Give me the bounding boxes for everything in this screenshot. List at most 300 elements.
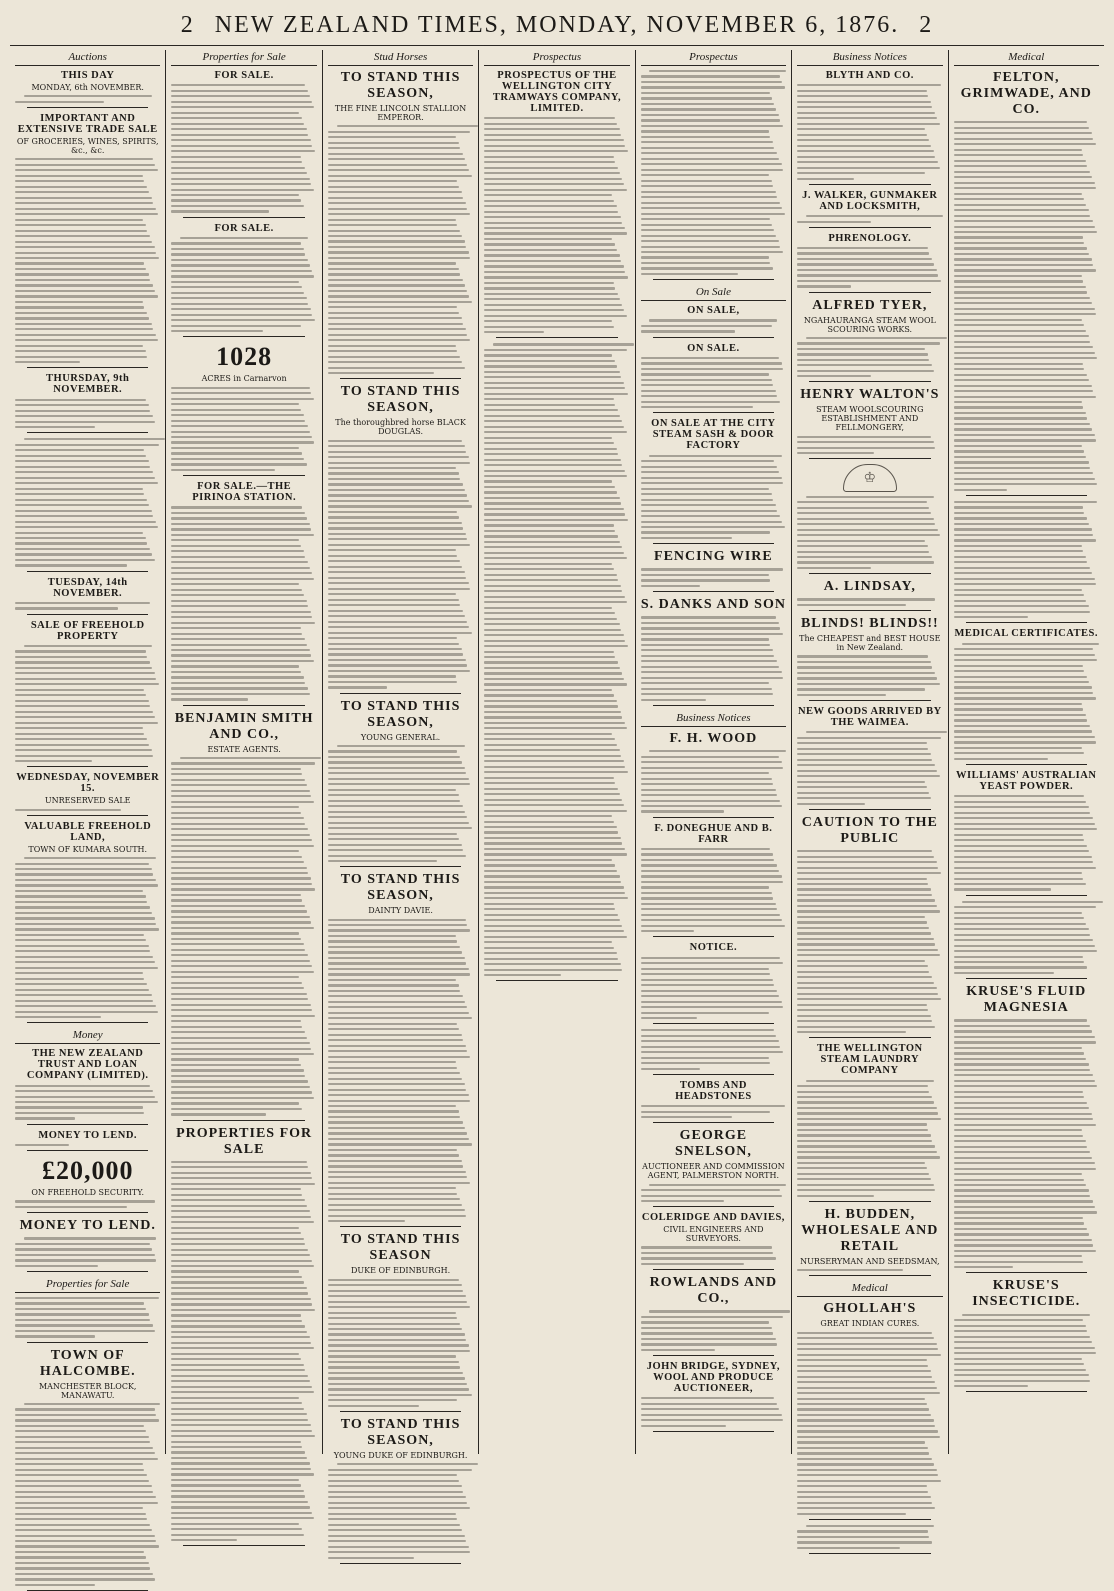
text-line [328, 1165, 463, 1167]
text-line [493, 343, 634, 345]
advertisement [797, 70, 942, 185]
text-line [15, 186, 147, 188]
text-line [484, 282, 613, 284]
text-line [171, 128, 306, 130]
text-line [797, 1178, 931, 1180]
text-line [15, 493, 144, 495]
advertisement [797, 579, 942, 611]
text-line [797, 759, 932, 761]
text-line [328, 1350, 471, 1352]
text-line [797, 797, 931, 799]
ad-heading: ROWLANDS AND CO., [649, 1275, 778, 1307]
text-line [15, 1425, 144, 1427]
text-line [15, 290, 155, 292]
text-line [641, 1111, 770, 1113]
text-line [484, 716, 622, 718]
ad-body-text [954, 121, 1099, 491]
ad-heading: JOHN BRIDGE, SYDNEY, WOOL AND PRODUCE AUCTIONEER, [646, 1361, 781, 1394]
text-line [171, 839, 312, 841]
text-line [484, 618, 616, 620]
text-line [15, 1513, 146, 1515]
advertisement [171, 1126, 316, 1547]
ad-body-text [797, 731, 942, 804]
text-line [484, 293, 618, 295]
text-line [797, 971, 929, 973]
text-line [484, 365, 616, 367]
ad-divider [496, 337, 617, 338]
text-line [641, 995, 779, 997]
text-line [328, 675, 456, 677]
ad-body-text [15, 1144, 160, 1146]
ad-heading: PHRENOLOGY. [828, 232, 912, 244]
text-line [797, 1004, 926, 1006]
text-line [954, 934, 1091, 936]
ad-divider [809, 184, 930, 185]
ad-body-text [954, 1314, 1099, 1387]
text-line [171, 1086, 309, 1088]
text-line [797, 1337, 934, 1339]
text-line [328, 1540, 466, 1542]
ad-body-text [641, 319, 786, 332]
text-line [954, 1140, 1086, 1142]
ad-divider [183, 705, 304, 706]
text-line [954, 456, 1086, 458]
text-line [15, 328, 153, 330]
text-line [641, 224, 772, 226]
text-line [328, 1529, 462, 1531]
text-line [328, 451, 466, 453]
text-line [641, 477, 782, 479]
ad-heading: COLERIDGE AND DAVIES, [641, 1212, 785, 1224]
text-line [641, 488, 769, 490]
text-line [641, 169, 784, 171]
text-line [15, 989, 149, 991]
advertisement [171, 711, 316, 1121]
text-line [171, 1216, 311, 1218]
text-line [641, 671, 782, 673]
text-line [328, 1557, 414, 1559]
text-line [954, 747, 1082, 749]
advertisement [641, 1275, 786, 1356]
text-line [171, 447, 299, 449]
text-line [484, 453, 618, 455]
text-line [954, 176, 1092, 178]
ad-divider [966, 495, 1087, 496]
text-line [171, 1048, 311, 1050]
text-line [484, 766, 625, 768]
text-line [797, 172, 925, 174]
text-line [328, 1502, 468, 1504]
text-line [484, 420, 622, 422]
text-line [171, 773, 302, 775]
text-line [171, 303, 308, 305]
text-line [328, 350, 457, 352]
text-line [641, 384, 773, 386]
text-line [171, 1364, 303, 1366]
text-line [797, 512, 931, 514]
text-line [15, 650, 146, 652]
ad-divider [27, 614, 148, 615]
text-line [797, 452, 874, 454]
ad-divider [27, 367, 148, 368]
text-line [954, 330, 1086, 332]
text-line [328, 213, 471, 215]
text-line [797, 803, 865, 805]
text-line [641, 240, 779, 242]
text-line [954, 758, 1049, 760]
text-line [641, 1001, 782, 1003]
ad-body-text [15, 399, 160, 429]
text-line [15, 760, 92, 762]
text-line [954, 1096, 1085, 1098]
text-line [328, 339, 471, 341]
text-line [954, 845, 1088, 847]
ad-body-text [641, 616, 786, 700]
text-line [15, 700, 149, 702]
text-line [15, 923, 156, 925]
text-line [15, 444, 159, 446]
text-line [171, 183, 311, 185]
text-line [797, 501, 926, 503]
text-line [171, 660, 314, 662]
section-header: Money [15, 1028, 160, 1044]
text-line [641, 682, 769, 684]
ad-subheading: NURSERYMAN AND SEEDSMAN, [800, 1256, 940, 1266]
ad-divider [966, 895, 1087, 896]
text-line [641, 273, 738, 275]
text-line [328, 1083, 465, 1085]
text-line [954, 226, 1095, 228]
text-line [328, 1328, 462, 1330]
text-line [328, 1317, 457, 1319]
text-line [641, 1316, 784, 1318]
ad-heading: 1028 [216, 342, 273, 372]
text-line [15, 1112, 144, 1114]
text-line [797, 872, 941, 874]
advertisement [641, 1361, 786, 1432]
text-line [641, 644, 770, 646]
text-line [171, 1353, 299, 1355]
text-line [328, 670, 471, 672]
text-line [641, 984, 775, 986]
text-line [797, 856, 934, 858]
text-line [328, 681, 457, 683]
text-line [641, 778, 772, 780]
advertisement [797, 387, 942, 459]
ad-heading: F. DONEGHUE AND B. FARR [654, 822, 773, 845]
text-line [484, 123, 616, 125]
text-line [797, 916, 925, 918]
text-line [171, 1501, 308, 1503]
text-line [641, 699, 706, 701]
ad-heading: KRUSE'S FLUID MAGNESIA [966, 984, 1087, 1016]
text-line [171, 828, 308, 830]
text-line [171, 297, 306, 299]
text-line [171, 801, 314, 803]
advertisement [641, 1212, 786, 1270]
ad-divider [809, 381, 930, 382]
advertisement [15, 373, 160, 433]
text-line [15, 906, 150, 908]
text-line [15, 559, 155, 561]
text-line [954, 280, 1083, 282]
ad-heading: S. DANKS AND SON [640, 597, 786, 613]
text-line [171, 117, 302, 119]
ad-divider [809, 1275, 930, 1276]
text-line [171, 189, 314, 191]
text-line [797, 1507, 935, 1509]
text-line [641, 1029, 775, 1031]
text-line [15, 1556, 146, 1558]
text-line [484, 502, 621, 504]
ad-subheading: The CHEAPEST and BEST HOUSE in New Zealand. [799, 634, 941, 653]
text-line [328, 1323, 460, 1325]
ad-divider [27, 1022, 148, 1023]
text-line [484, 524, 613, 526]
text-line [797, 982, 934, 984]
text-line [171, 441, 314, 443]
text-line [328, 778, 469, 780]
advertisement [797, 298, 942, 383]
text-line [171, 1517, 314, 1519]
text-line [328, 197, 463, 199]
text-line [641, 1012, 769, 1014]
text-line [171, 392, 311, 394]
text-line [171, 594, 303, 596]
text-line [15, 809, 121, 811]
text-line [171, 649, 309, 651]
text-line [15, 1485, 152, 1487]
text-line [797, 1015, 931, 1017]
text-line [15, 101, 104, 103]
text-line [171, 1309, 315, 1311]
text-line [797, 867, 938, 869]
ad-body-text [797, 850, 942, 1033]
text-line [328, 962, 466, 964]
text-line [328, 1388, 469, 1390]
text-line [171, 1177, 312, 1179]
ad-subheading: ACRES in Carnarvon [201, 374, 287, 384]
text-line [484, 194, 612, 196]
advertisement [15, 438, 160, 571]
text-line [15, 449, 144, 451]
text-line [328, 505, 472, 507]
text-line [15, 683, 159, 685]
section-header: Medical [954, 50, 1099, 66]
text-line [797, 263, 934, 265]
text-line [171, 1303, 312, 1305]
text-line [954, 286, 1086, 288]
text-line [484, 172, 619, 174]
text-line [328, 1045, 466, 1047]
text-line [484, 886, 624, 888]
text-line [484, 700, 616, 702]
ad-body-text [484, 117, 629, 333]
text-line [641, 97, 772, 99]
text-line [797, 888, 931, 890]
text-line [797, 518, 934, 520]
text-line [641, 130, 769, 132]
text-line [797, 1480, 941, 1482]
text-line [954, 972, 1054, 974]
text-line [171, 949, 305, 951]
text-line [797, 666, 932, 668]
text-line [15, 180, 144, 182]
ad-divider [653, 279, 774, 280]
text-line [24, 1237, 156, 1239]
text-line [954, 472, 1094, 474]
text-line [171, 883, 312, 885]
text-line [954, 523, 1089, 525]
ad-divider [496, 980, 617, 981]
text-line [171, 1243, 305, 1245]
text-line [171, 932, 299, 934]
text-line [797, 123, 940, 125]
text-line [797, 1513, 906, 1515]
text-line [171, 319, 315, 321]
text-line [15, 504, 149, 506]
advertisement [954, 501, 1099, 623]
text-line [797, 604, 906, 606]
text-line [171, 616, 312, 618]
text-line [797, 1496, 931, 1498]
text-line [328, 483, 463, 485]
text-line [641, 1397, 775, 1399]
text-line [641, 163, 782, 165]
text-line [484, 705, 618, 707]
text-line [641, 892, 772, 894]
text-line [641, 141, 773, 143]
text-line [15, 345, 143, 347]
text-line [484, 952, 616, 954]
text-line [641, 395, 778, 397]
text-line [328, 1372, 463, 1374]
text-line [484, 903, 613, 905]
advertisement [954, 984, 1099, 1273]
text-line [954, 923, 1086, 925]
text-line [484, 211, 618, 213]
ad-body-text [328, 745, 473, 862]
column-3 [323, 50, 479, 1460]
text-line [328, 186, 459, 188]
text-line [641, 207, 782, 209]
ad-divider [653, 1206, 774, 1207]
text-line [954, 578, 1095, 580]
text-line [171, 1080, 308, 1082]
advertisement [15, 1048, 160, 1124]
advertisement [641, 70, 786, 280]
ad-heading: ON SALE, [687, 305, 740, 317]
text-line [171, 1281, 303, 1283]
text-line [641, 903, 776, 905]
text-line [954, 483, 1098, 485]
ad-subheading: MANCHESTER BLOCK, MANAWATU. [38, 1381, 137, 1400]
ad-body-text [15, 1200, 160, 1208]
text-line [797, 342, 940, 344]
text-line [797, 1485, 926, 1487]
text-line [171, 1009, 312, 1011]
text-line [641, 531, 770, 533]
text-line [15, 279, 150, 281]
text-line [171, 325, 300, 327]
text-line [484, 683, 627, 685]
ad-heading: THE WELLINGTON STEAM LAUNDRY COMPANY [817, 1043, 923, 1077]
text-line [797, 161, 938, 163]
text-line [954, 839, 1085, 841]
text-line [797, 447, 935, 449]
text-line [797, 545, 928, 547]
text-line [171, 1238, 303, 1240]
text-line [797, 861, 937, 863]
text-line [328, 445, 465, 447]
text-line [954, 1113, 1092, 1115]
text-line [797, 1408, 929, 1410]
text-line [641, 1195, 782, 1197]
text-line [15, 455, 146, 457]
text-line [171, 1397, 299, 1399]
text-line [15, 978, 144, 980]
text-line [15, 884, 158, 886]
text-line [484, 788, 618, 790]
text-line [797, 965, 928, 967]
text-line [171, 861, 303, 863]
text-line [171, 671, 300, 673]
text-line [15, 1447, 153, 1449]
text-line [484, 727, 627, 729]
text-line [171, 387, 309, 389]
text-line [171, 139, 311, 141]
text-line [484, 426, 624, 428]
text-line [954, 401, 1082, 403]
text-line [641, 585, 701, 587]
text-line [171, 1342, 311, 1344]
text-line [15, 901, 147, 903]
ad-divider [183, 217, 304, 218]
text-line [954, 1358, 1082, 1360]
text-line [328, 599, 459, 601]
ad-divider [653, 1431, 774, 1432]
text-line [954, 681, 1089, 683]
ad-subheading: OF GROCERIES, WINES, SPIRITS, &c., &c. [16, 136, 159, 155]
text-line [328, 169, 469, 171]
text-line [171, 259, 308, 261]
text-line [171, 1221, 314, 1223]
ad-divider [653, 337, 774, 338]
text-line [15, 510, 152, 512]
text-line [484, 607, 612, 609]
text-line [797, 1376, 932, 1378]
text-line [484, 371, 619, 373]
text-line [954, 1228, 1088, 1230]
text-line [171, 834, 309, 836]
text-line [15, 934, 144, 936]
text-line [954, 231, 1098, 233]
text-line [171, 1020, 300, 1022]
text-line [954, 160, 1086, 162]
text-line [484, 535, 618, 537]
text-line [15, 1469, 144, 1471]
text-line [328, 301, 472, 303]
text-line [484, 442, 613, 444]
text-line [171, 622, 315, 624]
text-line [171, 425, 308, 427]
text-line [171, 877, 311, 879]
text-line [15, 477, 155, 479]
text-line [954, 648, 1094, 650]
text-line [954, 1030, 1092, 1032]
text-line [797, 1107, 937, 1109]
text-line [171, 1108, 302, 1110]
